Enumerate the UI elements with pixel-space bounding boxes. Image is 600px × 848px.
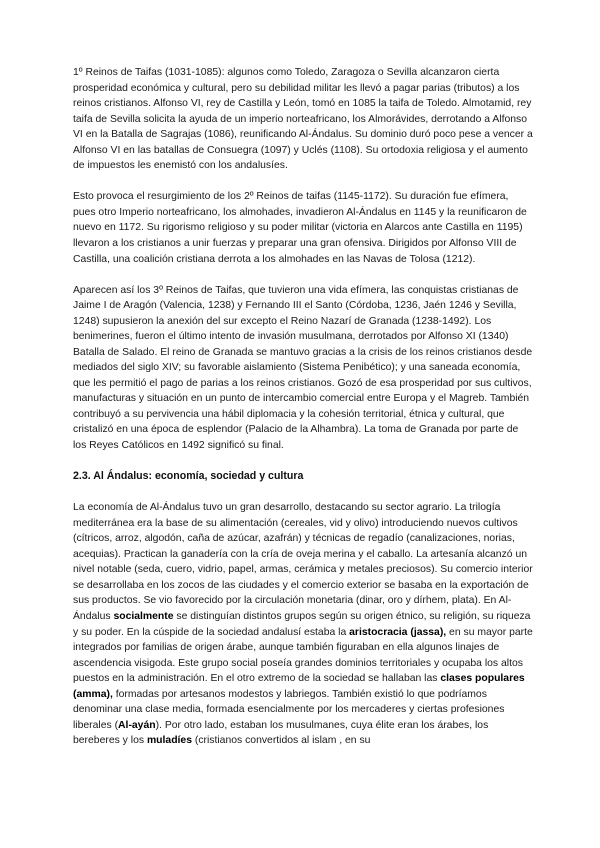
text-segment: se distinguían distintos grupos según su origen étnico, su religión, su riqueza y su poder. En la cúspide de la sociedad andalusí estaba la — [73, 610, 531, 638]
bold-term-socialmente: socialmente — [113, 610, 174, 622]
bold-term-aristocracia: aristocracia (jassa), — [349, 626, 447, 638]
text-segment: ). Por otro lado, estaban los musulmanes, cuya élite eran los árabes, los bereberes y los — [73, 719, 489, 747]
bold-term-muladies: muladíes — [146, 735, 192, 747]
paragraph-taifas-2 — [73, 189, 533, 267]
text-segment: La economía de Al-Ándalus tuvo un gran desarrollo, destacando su sector agrario. La trilogía mediterránea era la base de su alimentación (cereales, vid y olivo) introduciendo nuevos cultivos (cítricos, arroz, algodón, caña de azúcar, azafrán) y técnicas de regadío (canalizaciones, norias, acequias). Practican la ganadería con la cría de oveja merina y el caballo. La artesanía alcanzó un nivel notable (seda, cuero, vidrio, papel, armas, cerámica y metales preciosos). Su comercio interior se desarrollaba en los zocos de las ciudades y el comercio exterior se basaba en la exportación de sus productos. Se vio favorecido por la circulación monetaria (dinar, oro y dírhem, plata). En Al-Ándalus — [73, 502, 533, 622]
paragraph-text: 1º Reinos de Taifas (1031-1085): algunos como Toledo, Zaragoza o Sevilla alcanzaron cierta prosperidad económica y cultural, pero su debilidad militar les llevó a pagar parias (tributos) a los reinos cristianos. Alfonso VI, rey de Castilla y León, tomó en 1085 la taifa de Toledo. Almotamid, rey taifa de Sevilla solicita la ayuda de un imperio norteafricano, los Almorávides, derrotando a Alfonso VI en la Batalla de Sagrajas (1086), reunificando Al-Ándalus. Su dominio duró poco pese a vencer a Alfonso VI en las batallas de Consuegra (1097) y Uclés (1108). Su ortodoxia religiosa y el aumento de impuestos les enemistó con los andalusíes. — [73, 67, 533, 172]
text-segment: en su mayor parte integrados por familias de origen árabe, aunque también figuraban en ella algunos linajes de ascendencia visigoda. Este grupo social poseía grandes dominios territoriales y ocupaba los altos puestos en la administración. En el otro extremo de la sociedad se hallaban las — [73, 626, 533, 685]
section-heading: 2.3. Al Ándalus: economía, sociedad y cultura — [73, 470, 304, 483]
paragraph-text: Esto provoca el resurgimiento de los 2º Reinos de taifas (1145-1172). Su duración fue efímera, pues otro Imperio norteafricano, los almohades, invadieron Al-Ándalus en 1145 y la reunificaron de nuevo en 1172. Su rigorismo religioso y su poder militar (victoria en Alarcos ante Castilla en 1195) llevaron a los cristianos a unir fuerzas y preparar una gran ofensiva. Dirigidos por Alfonso VIII de Castilla, una coalición cristiana derrota a los almohades en las Navas de Tolosa (1212). — [73, 191, 527, 265]
paragraph-economy-society — [73, 500, 533, 749]
text-segment: (cristianos convertidos al islam , en su — [191, 735, 371, 747]
paragraph-text: Aparecen así los 3º Reinos de Taifas, que tuvieron una vida efímera, las conquistas cristianas de Jaime I de Aragón (Valencia, 1238) y Fernando III el Santo (Córdoba, 1236, Jaén 1246 y Sevilla, 1248) supusieron la anexión del sur excepto el Reino Nazarí de Granada (1238-1492). Los benimerines, fueron el último intento de invasión musulmana, derrotados por Alfonso XI (1340) Batalla de Salado. El reino de Granada se mantuvo gracias a la crisis de los reinos cristianos desde mediados del siglo XIV; su favorable aislamiento (Sistema Penibético); y una saneada economía, que les permitió el pago de parias a los reinos cristianos. Gozó de esa prosperidad por sus cultivos, manufacturas y situación en un punto de intercambio comercial entre Europa y el Magreb. También contribuyó a su pervivencia una hábil diplomacia y la cohesión territorial, étnica y cultural, que cristalizó en una época de esplendor (Palacio de la Alhambra). La toma de Granada por parte de los Reyes Católicos en 1492 significó su final. — [73, 284, 533, 452]
bold-term-clases-populares: clases populares (amma), — [73, 673, 525, 700]
bold-term-al-ayan: Al-ayán — [118, 719, 156, 731]
text-segment: formadas por artesanos modestos y labriegos. También existió lo que podríamos denominar una clase media, formada esencialmente por los mercaderes y ciertas profesiones liberales ( — [73, 688, 505, 731]
paragraph-taifas-3 — [73, 283, 533, 454]
paragraph-taifas-1 — [73, 65, 533, 174]
document-page — [73, 65, 533, 749]
